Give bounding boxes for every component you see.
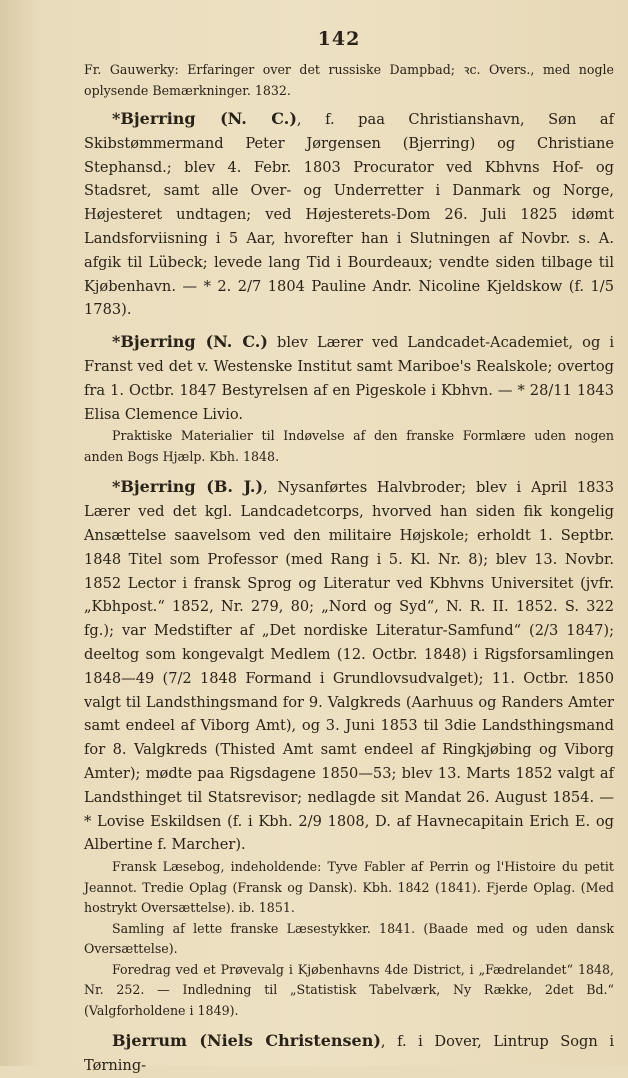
work-citation: Praktiske Materialier til Indøvelse af den franske Formlære uden nogen anden Bogs Hjælp. Kbh. 1848. — [84, 428, 614, 464]
entry-name: *Bjerring (B. J.) — [112, 477, 264, 497]
intro-citation: Fr. Gauwerky: Erfaringer over det russiske Dampbad; ꝛc. Overs., med nogle oplysende Bemærkninger. 1832. — [84, 62, 614, 98]
entry-text: , Nysanførtes Halvbroder; blev i April 1833 Lærer ved det kgl. Landcadetcorps, hvorved han siden fik kongelig Ansættelse saavelsom ved den militaire Højskole; erholdt 1. Septbr. 1848 Titel som Professor (med Rang i 5. Kl. Nr. 8); blev 13. Novbr. 1852 Lector i fransk Sprog og Literatur ved Kbhvns Universitet (jvfr. „Kbhpost.“ 1852, Nr. 279, 80; „Nord og Syd“, N. R. II. 1852. S. 322 fg.); var Medstifter af „Det nordiske Literatur-Samfund“ (2/3 1847); deeltog som kongevalgt Medlem (12. Octbr. 1848) i Rigsforsamlingen 1848—49 (7/2 1848 Formand i Grundlovsudvalget); 11. Octbr. 1850 valgt til Landsthingsmand for 9. Valgkreds (Aarhuus og Randers Amter samt endeel af Viborg Amt), og 3. Juni 1853 til 3die Landsthingsmand for 8. Valgkreds (Thisted Amt samt endeel af Ringkjøbing og Viborg Amter); mødte paa Rigsdagene 1850—53; blev 13. Marts 1852 valgt af Landsthinget til Statsrevisor; nedlagde sit Mandat 26. August 1854. — * Lovise Eskildsen (f. i Kbh. 2/9 1808, D. af Havnecapitain Erich E. og Albertine f. Marcher). — [84, 479, 615, 854]
entry-text: , f. paa Christianshavn, Søn af Skibstømmermand Peter Jørgensen (Bjerring) og Christiane Stephansd.; blev 4. Febr. 1803 Procurator ved Kbhvns Hof- og Stadsret, samt alle Over- og Underretter i Danmark og Norge, Højesteret undtagen; ved Højesterets-Dom 26. Juli 1825 idømt Landsforviisning i 5 Aar, hvorefter han i Slutningen af Novbr. s. A. afgik til Lübeck; levede lang Tid i Bourdeaux; vendte siden tilbage til Kjøbenhavn. — * 2. 2/7 1804 Pauline Andr. Nicoline Kjeldskow (f. 1/5 1783). — [84, 111, 614, 319]
entry-bjerring-bj — [84, 475, 614, 857]
work-citation: Samling af lette franske Læsestykker. 1841. (Baade med og uden dansk Oversættelse). — [84, 920, 614, 957]
page-number: 142 — [317, 28, 361, 50]
entry-name: *Bjerring (N. C.) — [112, 332, 268, 352]
entry-name: Bjerrum (Niels Christensen) — [112, 1031, 381, 1051]
entry-text: blev Lærer ved Landcadet-Academiet, og i Franst ved det v. Westenske Institut samt Mariboe's Realskole; overtog fra 1. Octbr. 1847 Bestyrelsen af en Pigeskole i Kbhvn. — * 28/11 1843 Elisa Clemence Livio. — [84, 334, 615, 423]
work-citation: Fransk Læsebog, indeholdende: Tyve Fabler af Perrin og l'Histoire du petit Jeannot. Tredie Oplag (Fransk og Dansk). Kbh. 1842 (1841). Fjerde Oplag. (Med hostrykt Oversættelse). ib. 1851. — [84, 859, 614, 916]
work-citation: Foredrag ved et Prøvevalg i Kjøbenhavns 4de District, i „Fædrelandet“ 1848, Nr. 252. — Indledning til „Statistisk Tabelværk, Ny Række, 2det Bd.“ (Valgforholdene i 1849). — [84, 961, 614, 1018]
entry-text: , f. i Dover, Lintrup Sogn i Tørning- — [84, 1033, 614, 1074]
entry-name: *Bjerring (N. C.) — [112, 109, 297, 128]
entry-bjerring-nc-2 — [84, 330, 614, 426]
entry-bjerrum — [84, 1029, 614, 1078]
entry-bjerring-nc-1 — [84, 107, 614, 322]
